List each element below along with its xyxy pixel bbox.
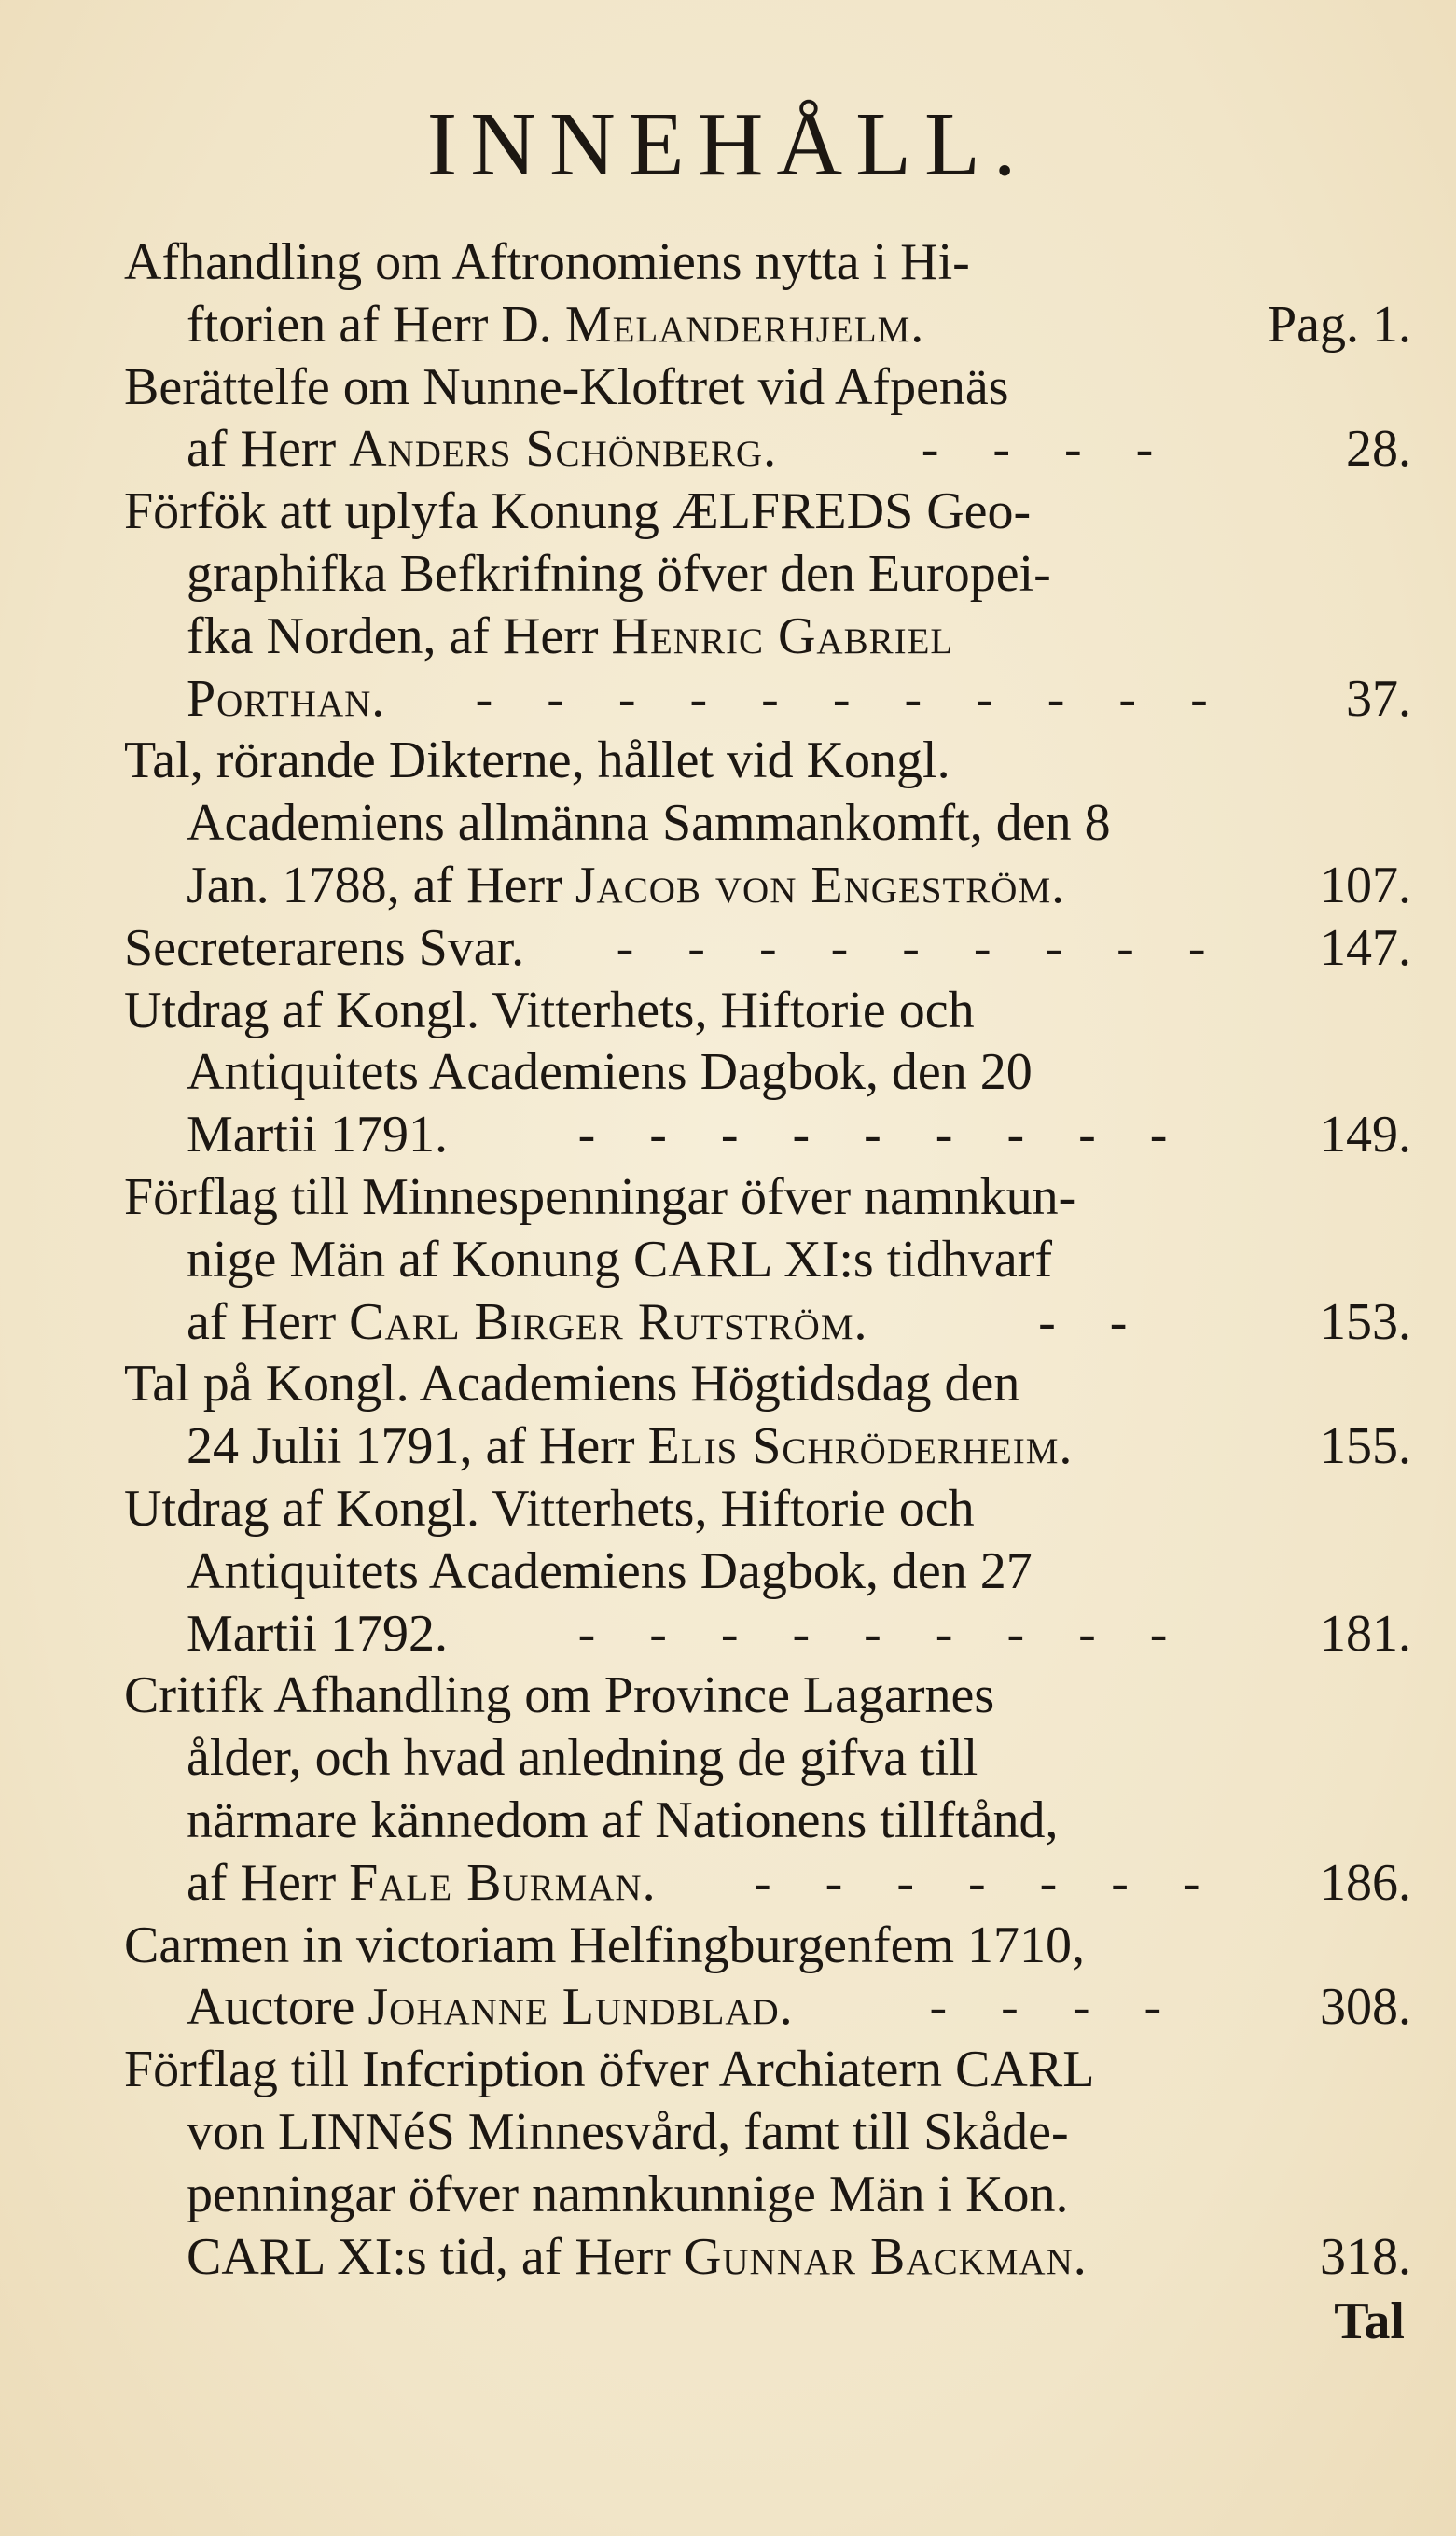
toc-line — [124, 917, 1411, 979]
toc-page-number: 155. — [1320, 1417, 1411, 1476]
toc-leader-dashes: - - - - - - - - - — [577, 1604, 1188, 1663]
toc-entry-author: Melanderhjelm. — [564, 295, 925, 354]
toc-entry-text — [187, 2101, 1069, 2163]
toc-entry-title: närmare kännedom af Nationens tillftånd, — [187, 1791, 1059, 1849]
toc-entry-title: Förfök att uplyfa Konung ÆLFREDS Geo- — [124, 482, 1032, 541]
toc-entry-author: Carl Birger Rutström. — [349, 1292, 868, 1351]
toc-page-number: 149. — [1320, 1106, 1411, 1164]
toc-entry-text — [187, 2164, 1069, 2225]
toc-entry-title: Berättelfe om Nunne-Kloftret vid Afpenäs — [124, 357, 1009, 416]
toc-entry-text — [187, 294, 924, 355]
toc-page-number: 28. — [1346, 420, 1411, 479]
toc-entry-text — [124, 1166, 1075, 1228]
toc-entry-title: Martii 1791. — [187, 1106, 448, 1164]
toc-entry-author: Johanne Lundblad. — [367, 1978, 794, 2037]
toc-entry-text — [187, 418, 777, 480]
toc-line — [187, 543, 1411, 605]
toc-entry-author: Elis Schröderheim. — [647, 1417, 1074, 1476]
toc-entry-text — [187, 1603, 448, 1665]
toc-entry-text — [187, 2226, 1088, 2288]
toc-entry-text — [124, 231, 970, 293]
toc-entry-text — [124, 1353, 1019, 1414]
toc-leader-dashes: - - - - — [921, 420, 1174, 479]
catchword: Tal — [1334, 2292, 1405, 2350]
toc-line — [124, 356, 1411, 418]
toc-line — [187, 1229, 1411, 1290]
toc-entry-text — [187, 1104, 448, 1165]
toc-entry-title: Jan. 1788, af Herr — [187, 857, 575, 914]
toc-entry-author: Fale Burman. — [349, 1853, 657, 1912]
toc-entry-title: fka Norden, af Herr — [187, 606, 612, 665]
toc-entry-text — [187, 792, 1111, 854]
toc-entry-text — [187, 1976, 794, 2038]
toc-entry-author: Anders Schönberg. — [349, 420, 778, 479]
toc-line — [187, 1603, 1411, 1665]
toc-line — [187, 294, 1411, 355]
toc-page-number: 318. — [1320, 2227, 1411, 2286]
toc-page-number: 181. — [1320, 1604, 1411, 1663]
toc-page-number: 107. — [1320, 857, 1411, 914]
toc-entry-title: CARL XI:s tid, af Herr — [187, 2227, 684, 2286]
toc-line — [124, 730, 1411, 791]
toc-leader-dashes: - - — [1038, 1292, 1148, 1351]
toc-entry-title: nige Män af Konung CARL XI:s tidhvarf — [187, 1230, 1052, 1289]
toc-entry-title: Förflag till Minnespenningar öfver namnkun- — [124, 1168, 1076, 1226]
toc-line — [124, 1353, 1411, 1414]
toc-leader-dashes: - - - - - - - - - - - — [475, 669, 1228, 728]
toc-line — [124, 1665, 1411, 1726]
toc-entry-title: Tal, rörande Dikterne, hållet vid Kongl. — [124, 732, 950, 790]
toc-entry-text — [187, 1415, 1073, 1477]
toc-line — [124, 231, 1411, 293]
toc-entry-author: Porthan. — [187, 669, 386, 728]
toc-entry-title: Auctore — [187, 1978, 368, 2037]
toc-entry-author: Jacob von Engeström. — [575, 857, 1066, 914]
toc-entry-text — [187, 543, 1051, 605]
toc-line — [124, 1915, 1411, 1976]
toc-entry-title: Tal på Kongl. Academiens Högtidsdag den — [124, 1355, 1020, 1414]
toc-leader-dashes: - - - - - - - — [754, 1853, 1221, 1912]
toc-entry-text — [187, 1790, 1059, 1851]
toc-entry-text — [187, 1852, 657, 1914]
toc-line — [187, 855, 1411, 916]
toc-page-number: 37. — [1346, 669, 1411, 728]
toc-entry-text — [124, 1665, 994, 1726]
toc-entry-text — [124, 1915, 1085, 1976]
toc-entry-text — [187, 1041, 1033, 1103]
toc-entry-text — [124, 2039, 1094, 2100]
toc-line — [187, 792, 1411, 854]
toc-line — [187, 1976, 1411, 2038]
toc-line — [187, 1291, 1411, 1353]
toc-entry-text — [124, 481, 1031, 542]
toc-entry-title: ftorien af Herr D. — [187, 295, 565, 354]
toc-page-number: 186. — [1320, 1853, 1411, 1912]
toc-entry-title: ålder, och hvad anledning de gifva till — [187, 1729, 978, 1788]
toc-entry-title: Utdrag af Kongl. Vitterhets, Hiftorie och — [124, 1480, 975, 1538]
toc-leader-dashes: - - - - — [929, 1978, 1183, 2037]
toc-entry-title: penningar öfver namnkunnige Män i Kon. — [187, 2165, 1069, 2223]
toc-line — [187, 1727, 1411, 1789]
toc-page-number: 147. — [1320, 918, 1411, 977]
toc-entry-title: Afhandling om Aftronomiens nytta i Hi- — [124, 233, 970, 291]
toc-entry-title: Secreterarens Svar. — [124, 918, 525, 977]
toc-leader-dashes: - - - - - - - - - — [577, 1106, 1188, 1164]
toc-line — [187, 1540, 1411, 1602]
toc-line — [187, 1852, 1411, 1914]
toc-entry-text — [187, 606, 953, 667]
toc-entry-title: af Herr — [187, 1292, 350, 1351]
toc-entry-text — [124, 917, 524, 979]
toc-entry-text — [124, 730, 950, 791]
toc-page-number: 153. — [1320, 1292, 1411, 1351]
toc-entry-title: Förflag till Infcription öfver Archiatern CARL — [124, 2041, 1095, 2099]
toc-entry-text — [124, 980, 975, 1041]
toc-line — [124, 980, 1411, 1041]
toc-entry-title: Antiquitets Academiens Dagbok, den 27 — [187, 1541, 1033, 1600]
toc-page-number: 308. — [1320, 1978, 1411, 2037]
toc-line — [124, 1166, 1411, 1228]
toc-line — [124, 2039, 1411, 2100]
toc-line — [187, 1041, 1411, 1103]
toc-line — [187, 1104, 1411, 1165]
toc-entry-title: Carmen in victoriam Helfingburgenfem 1710, — [124, 1916, 1086, 1974]
toc-entry-title: Martii 1792. — [187, 1604, 448, 1663]
toc-entry-title: af Herr — [187, 1853, 350, 1912]
toc-entry-text — [187, 1540, 1033, 1602]
toc-entry-author: Henric Gabriel — [611, 606, 954, 665]
toc-entry-title: Critifk Afhandling om Province Lagarnes — [124, 1666, 995, 1725]
toc-entry-text — [187, 1229, 1052, 1290]
toc-line — [187, 2164, 1411, 2225]
toc-entry-title: Utdrag af Kongl. Vitterhets, Hiftorie och — [124, 981, 975, 1039]
toc-entry-text — [187, 668, 385, 730]
toc-line — [124, 1478, 1411, 1540]
toc-entry-text — [187, 1291, 868, 1353]
toc-line — [187, 1790, 1411, 1851]
toc-page-number: Pag. 1. — [1268, 295, 1411, 354]
toc-line — [187, 2226, 1411, 2288]
toc-line — [124, 481, 1411, 542]
page-title: INNEHÅLL. — [426, 94, 1030, 195]
toc-entry-text — [187, 1727, 978, 1789]
toc-entry-text — [124, 356, 1009, 418]
toc-entry-title: Academiens allmänna Sammankomft, den 8 — [187, 794, 1111, 853]
toc-entry-title: von LINNéS Minnesvård, famt till Skåde- — [187, 2103, 1069, 2161]
toc-line — [187, 668, 1411, 730]
toc-entry-text — [187, 855, 1065, 916]
toc-leader-dashes: - - - - - - - - - — [616, 918, 1227, 977]
toc-entry-title: Antiquitets Academiens Dagbok, den 20 — [187, 1043, 1033, 1102]
toc-entry-title: graphifka Befkrifning öfver den Europei- — [187, 545, 1051, 603]
toc-line — [187, 1415, 1411, 1477]
toc-line — [187, 418, 1411, 480]
toc-line — [187, 2101, 1411, 2163]
toc-entry-title: 24 Julii 1791, af Herr — [187, 1417, 648, 1476]
toc-entry-text — [124, 1478, 975, 1540]
toc-line — [187, 606, 1411, 667]
toc-entry-author: Gunnar Backman. — [683, 2227, 1088, 2286]
toc-entry-title: af Herr — [187, 420, 350, 479]
